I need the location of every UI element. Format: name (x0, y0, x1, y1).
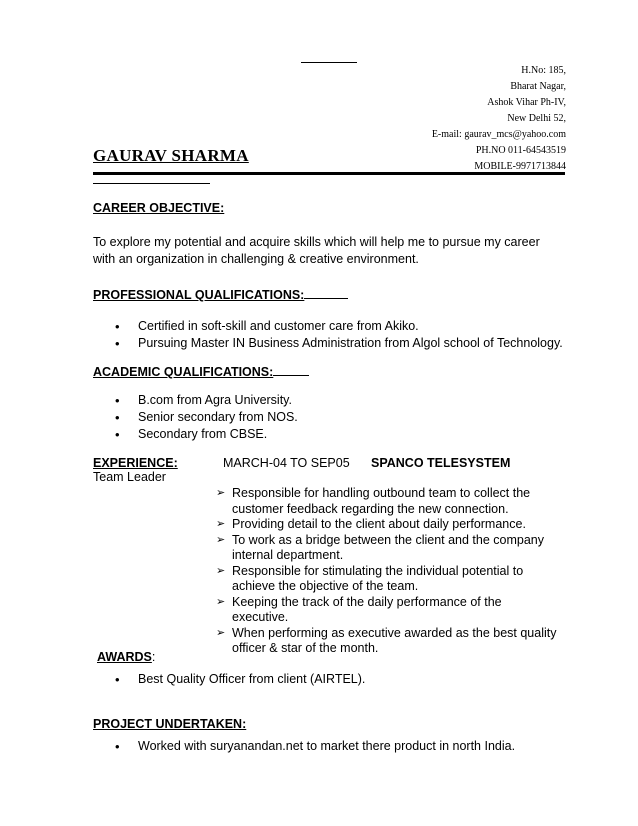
career-objective-heading: CAREER OBJECTIVE: (93, 201, 225, 215)
list-item: • Secondary from CBSE. (115, 426, 298, 443)
list-item: • Senior secondary from NOS. (115, 409, 298, 426)
awards-colon: : (151, 650, 156, 664)
list-item: ➢ Responsible for stimulating the individual potential to achieve the objective of the team. (216, 564, 561, 595)
heading-trail-line (273, 365, 309, 376)
project-list (115, 738, 515, 755)
project-heading: PROJECT UNDERTAKEN: (93, 717, 247, 731)
academic-qualifications-heading: ACADEMIC QUALIFICATIONS: (93, 365, 274, 379)
heading-trail-line (304, 288, 348, 299)
list-item: • B.com from Agra University. (115, 392, 298, 409)
address-line: Bharat Nagar, (510, 81, 566, 92)
address-line: H.No: 185, (521, 65, 566, 76)
experience-responsibilities-list (216, 486, 561, 657)
awards-header (97, 650, 155, 664)
list-item: • Worked with suryanandan.net to market there product in north India. (115, 738, 515, 755)
awards-list (115, 671, 365, 688)
professional-qualifications-header (93, 288, 348, 302)
academic-qualifications-header (93, 365, 309, 379)
list-item: ➢ When performing as executive awarded as the best quality officer & star of the month. (216, 626, 561, 657)
list-item: ➢ Keeping the track of the daily performance of the executive. (216, 595, 561, 626)
email-line: E-mail: gaurav_mcs@yahoo.com (431, 129, 566, 140)
academic-qualifications-list (115, 392, 298, 443)
awards-heading: AWARDS (97, 650, 152, 664)
phone-line: PH.NO 011-64543519 (475, 145, 566, 156)
career-objective-line: with an organization in challenging & creative environment. (93, 252, 419, 266)
list-item: ➢ Providing detail to the client about daily performance. (216, 517, 561, 533)
name-divider-thick (93, 172, 565, 175)
professional-qualifications-list (115, 318, 563, 352)
career-objective-line: To explore my potential and acquire skills which will help me to pursue my career (93, 235, 540, 249)
mobile-line: MOBILE-9971713844 (474, 161, 566, 172)
list-item: ➢ Responsible for handling outbound team to collect the customer feedback regarding the new connection. (216, 486, 561, 517)
experience-period: MARCH-04 TO SEP05 (223, 456, 350, 470)
list-item: • Certified in soft-skill and customer care from Akiko. (115, 318, 563, 335)
experience-role: Team Leader (93, 470, 166, 484)
address-line: Ashok Vihar Ph-IV, (487, 97, 566, 108)
experience-company: SPANCO TELESYSTEM (371, 456, 511, 470)
career-objective-text (93, 234, 573, 268)
experience-heading: EXPERIENCE: (93, 456, 178, 470)
candidate-name: GAURAV SHARMA (93, 146, 249, 165)
list-item: ➢ To work as a bridge between the client and the company internal department. (216, 533, 561, 564)
list-item: • Best Quality Officer from client (AIRTEL). (115, 671, 365, 688)
name-divider-short (93, 183, 210, 184)
contact-address-block (432, 63, 566, 175)
professional-qualifications-heading: PROFESSIONAL QUALIFICATIONS: (93, 288, 305, 302)
address-line: New Delhi 52, (507, 113, 566, 124)
list-item: • Pursuing Master IN Business Administration from Algol school of Technology. (115, 335, 563, 352)
top-center-rule (301, 62, 357, 63)
